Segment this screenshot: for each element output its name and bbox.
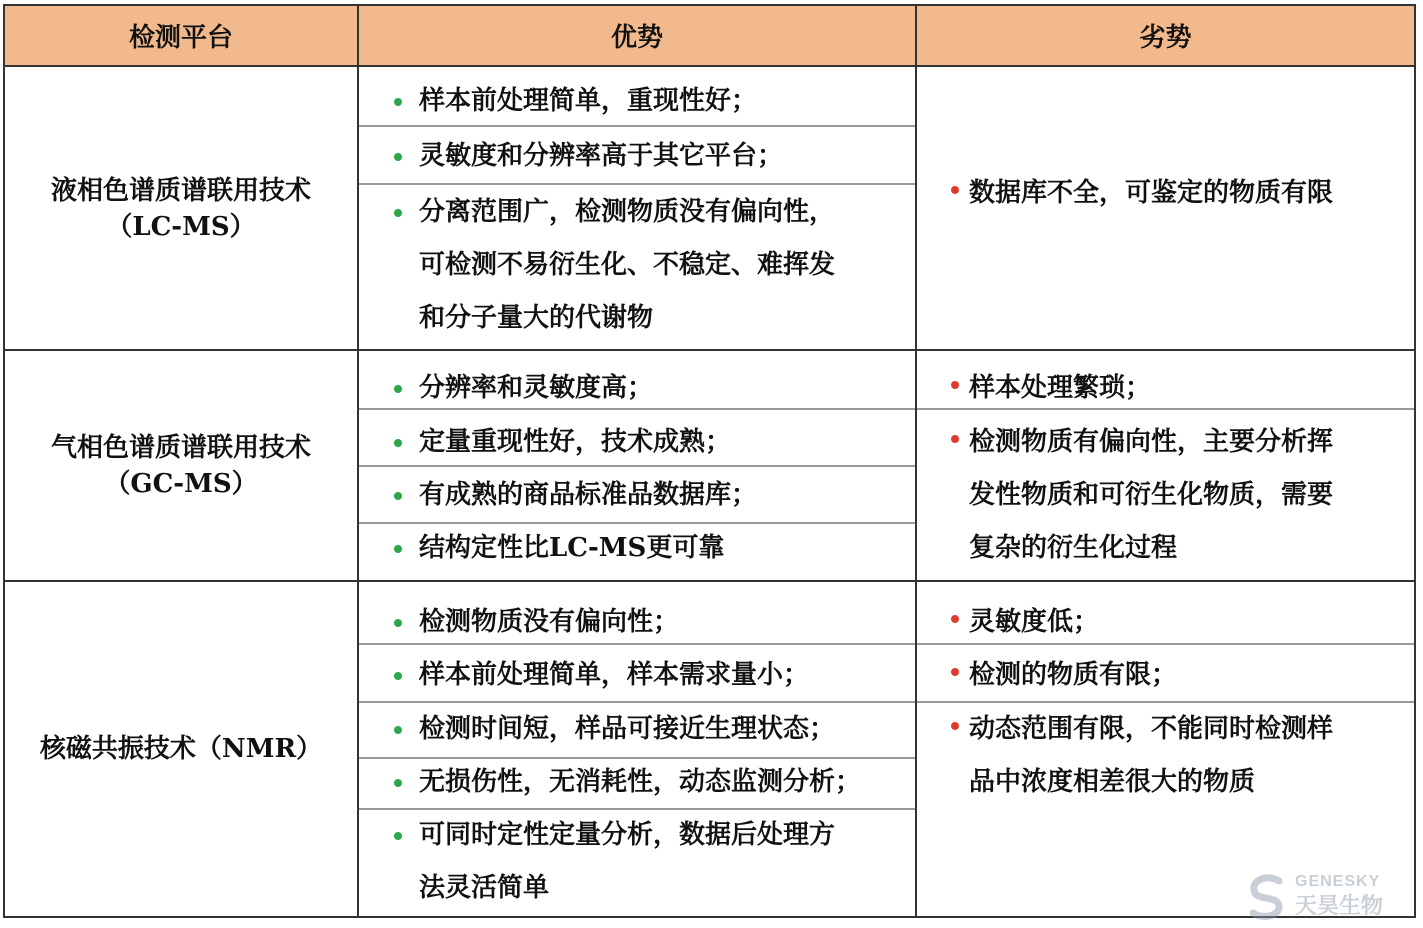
platform-nmr [5, 582, 357, 916]
comparison-table [3, 4, 1416, 918]
platform-name: 核磁共振技术（NMR） [39, 734, 323, 764]
pro-item-continued: 法灵活简单 [419, 873, 550, 903]
red-bullet-icon [951, 381, 959, 389]
red-bullet-icon [951, 722, 959, 730]
pro-item: 检测时间短，样品可接近生理状态； [359, 703, 835, 756]
green-bullet-icon [394, 619, 402, 627]
pro-item: 分离范围广，检测物质没有偏向性， [359, 186, 835, 239]
header-platform: 检测平台 [5, 6, 357, 67]
green-bullet-icon [394, 98, 402, 106]
item-divider [359, 183, 915, 185]
con-item-continued: 复杂的衍生化过程 [969, 533, 1178, 563]
green-bullet-icon [394, 545, 402, 553]
pro-item-continued: 可检测不易衍生化、不稳定、难挥发 [419, 250, 836, 280]
green-bullet-icon [394, 153, 402, 161]
green-bullet-icon [394, 672, 402, 680]
pro-item-continued: 和分子量大的代谢物 [419, 303, 654, 333]
genesky-watermark [1245, 873, 1415, 923]
green-bullet-icon [394, 832, 402, 840]
pro-item: 样本前处理简单，重现性好； [359, 75, 757, 128]
con-item: 检测的物质有限； [917, 649, 1177, 702]
con-item: 动态范围有限，不能同时检测样 [917, 703, 1333, 756]
pro-item: 检测物质没有偏向性； [359, 596, 679, 649]
green-bullet-icon [394, 726, 402, 734]
con-item-continued: 发性物质和可衍生化物质，需要 [969, 480, 1334, 510]
watermark-cn: 天昊生物 [1295, 894, 1384, 919]
platform-abbr: （LC-MS） [106, 212, 256, 242]
green-bullet-icon [394, 779, 402, 787]
pro-item: 灵敏度和分辨率高于其它平台； [359, 130, 783, 183]
pro-item: 定量重现性好，技术成熟； [359, 416, 731, 469]
green-bullet-icon [394, 439, 402, 447]
con-item-continued: 品中浓度相差很大的物质 [969, 767, 1256, 797]
platform-name: 气相色谱质谱联用技术 [50, 432, 311, 463]
pro-item: 分辨率和灵敏度高； [359, 362, 653, 415]
red-bullet-icon [951, 186, 959, 194]
pro-item: 可同时定性定量分析，数据后处理方 [359, 809, 835, 862]
platform-lcms [5, 69, 357, 349]
header-cons: 劣势 [917, 6, 1414, 67]
platform-name: 液相色谱质谱联用技术 [50, 176, 311, 206]
green-bullet-icon [394, 385, 402, 393]
platform-gcms [5, 351, 357, 580]
watermark-en: GENESKY [1295, 873, 1381, 890]
genesky-logo-icon [1245, 873, 1289, 921]
green-bullet-icon [394, 209, 402, 217]
con-item: 灵敏度低； [917, 596, 1099, 649]
red-bullet-icon [951, 615, 959, 623]
pro-item: 有成熟的商品标准品数据库； [359, 469, 757, 522]
red-bullet-icon [951, 668, 959, 676]
green-bullet-icon [394, 492, 402, 500]
con-item: 检测物质有偏向性，主要分析挥 [917, 416, 1333, 469]
platform-abbr: （GC-MS） [104, 468, 258, 499]
header-pros: 优势 [359, 6, 915, 67]
con-item: 样本处理繁琐； [917, 362, 1151, 415]
red-bullet-icon [951, 435, 959, 443]
con-item: 数据库不全，可鉴定的物质有限 [917, 167, 1333, 220]
pro-item: 无损伤性，无消耗性，动态监测分析； [359, 756, 861, 809]
pro-item: 结构定性比LC-MS更可靠 [359, 522, 724, 575]
pro-item: 样本前处理简单，样本需求量小； [359, 649, 809, 702]
